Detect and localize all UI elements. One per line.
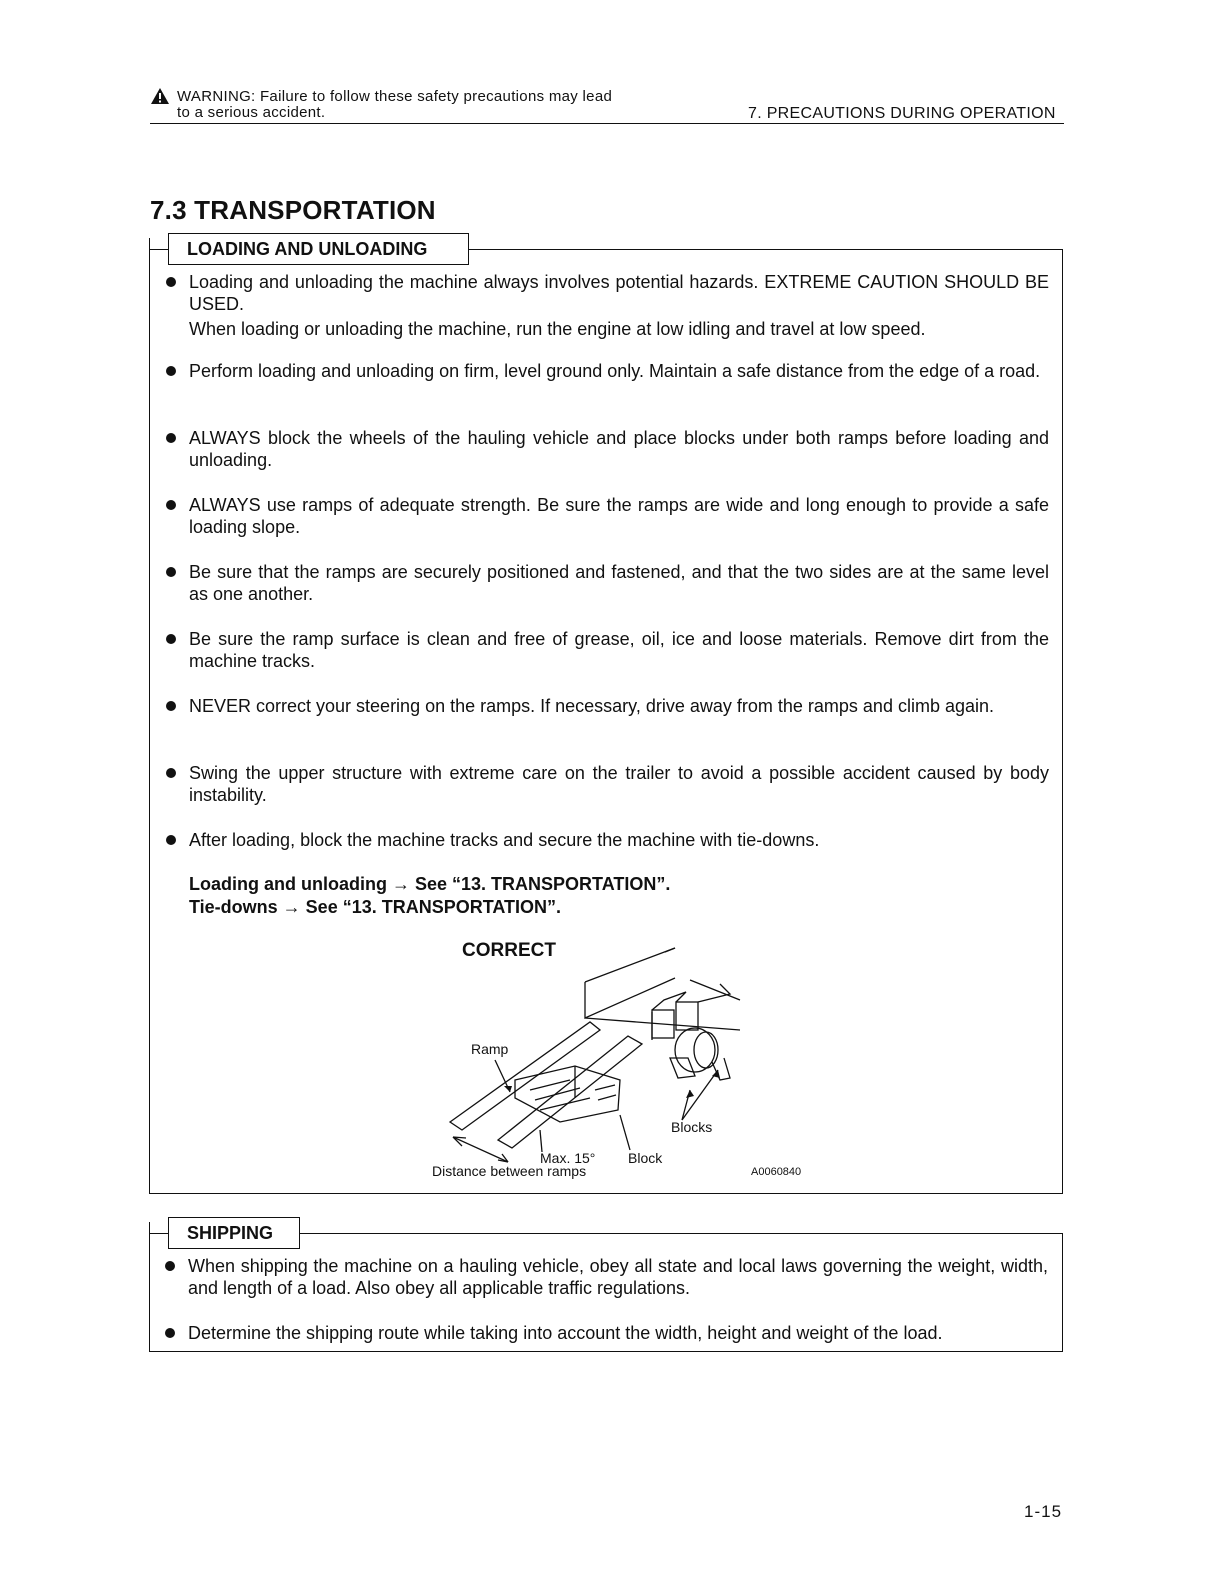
- list-item: [189, 360, 1049, 382]
- cross-reference-loading: Loading and unloading → See “13. TRANSPORTATION”.: [189, 874, 671, 894]
- box-corner-tick: [149, 249, 169, 250]
- warning-icon: [150, 87, 170, 105]
- bullet-dot: [165, 1328, 175, 1338]
- bullet-text: ALWAYS block the wheels of the hauling vehicle and place blocks under both ramps before loading and unloading.: [189, 428, 1049, 470]
- bullet-text: Be sure that the ramps are securely positioned and fastened, and that the two sides are at the same level as one another.: [189, 562, 1049, 604]
- list-item: [189, 628, 1049, 672]
- figure-code: A0060840: [751, 1166, 802, 1178]
- chapter-title: 7. PRECAUTIONS DURING OPERATION: [748, 105, 1056, 122]
- bullet-dot: [165, 1261, 175, 1271]
- warning-text-line1: WARNING: Failure to follow these safety precautions may lead: [177, 88, 613, 105]
- list-item: [189, 829, 1049, 851]
- label-distance-between-ramps: Distance between ramps: [432, 1163, 587, 1179]
- bullet-text: When shipping the machine on a hauling vehicle, obey all state and local laws governing the weight, width, and length of a load. Also obey all applicable traffic regulations.: [188, 1256, 1048, 1298]
- list-item: [189, 427, 1049, 471]
- list-item: [189, 561, 1049, 605]
- list-item: [188, 1255, 1048, 1299]
- list-item: [189, 494, 1049, 538]
- warning-text-line2: to a serious accident.: [177, 104, 326, 121]
- box-corner-tick: [149, 1233, 169, 1234]
- bullet-text-extra: When loading or unloading the machine, run the engine at low idling and travel at low speed.: [189, 319, 926, 339]
- bullet-dot: [166, 835, 176, 845]
- cross-reference-tiedowns: Tie-downs → See “13. TRANSPORTATION”.: [189, 897, 562, 917]
- label-block: Block: [628, 1150, 663, 1166]
- bullet-text: Perform loading and unloading on firm, level ground only. Maintain a safe distance from the edge of a road.: [189, 361, 1041, 381]
- label-max-angle: Max. 15°: [540, 1150, 596, 1166]
- bullet-dot: [166, 433, 176, 443]
- bullet-text: Swing the upper structure with extreme care on the trailer to avoid a possible accident caused by body instability.: [189, 763, 1049, 805]
- bullet-text: ALWAYS use ramps of adequate strength. Be sure the ramps are wide and long enough to provide a safe loading slope.: [189, 495, 1049, 537]
- section-title: 7.3 TRANSPORTATION: [150, 195, 436, 225]
- label-blocks: Blocks: [671, 1119, 713, 1135]
- list-item: [189, 762, 1049, 806]
- figure-title: CORRECT: [462, 940, 556, 961]
- bullet-dot: [166, 366, 176, 376]
- header-rule: [150, 123, 1064, 124]
- bullet-dot: [166, 277, 176, 287]
- bullet-text: Be sure the ramp surface is clean and free of grease, oil, ice and loose materials. Remove dirt from the machine tracks.: [189, 629, 1049, 671]
- ramp-loading-illustration: [420, 940, 780, 1180]
- bullet-text: After loading, block the machine tracks and secure the machine with tie-downs.: [189, 830, 820, 850]
- bullet-dot: [166, 634, 176, 644]
- list-item: [188, 1322, 1048, 1344]
- shipping-tab: SHIPPING: [168, 1217, 300, 1249]
- bullet-dot: [166, 701, 176, 711]
- label-ramp: Ramp: [471, 1041, 509, 1057]
- loading-unloading-tab: LOADING AND UNLOADING: [168, 233, 469, 265]
- bullet-dot: [166, 768, 176, 778]
- list-item: [189, 695, 1049, 717]
- page-number: 1-15: [1024, 1502, 1063, 1521]
- bullet-text: NEVER correct your steering on the ramps. If necessary, drive away from the ramps and climb again.: [189, 696, 994, 716]
- list-item: [189, 271, 1049, 340]
- bullet-text: Determine the shipping route while taking into account the width, height and weight of the load.: [188, 1323, 943, 1343]
- bullet-dot: [166, 567, 176, 577]
- bullet-text: Loading and unloading the machine always involves potential hazards. EXTREME CAUTION SHOULD BE USED.: [189, 272, 1049, 314]
- bullet-dot: [166, 500, 176, 510]
